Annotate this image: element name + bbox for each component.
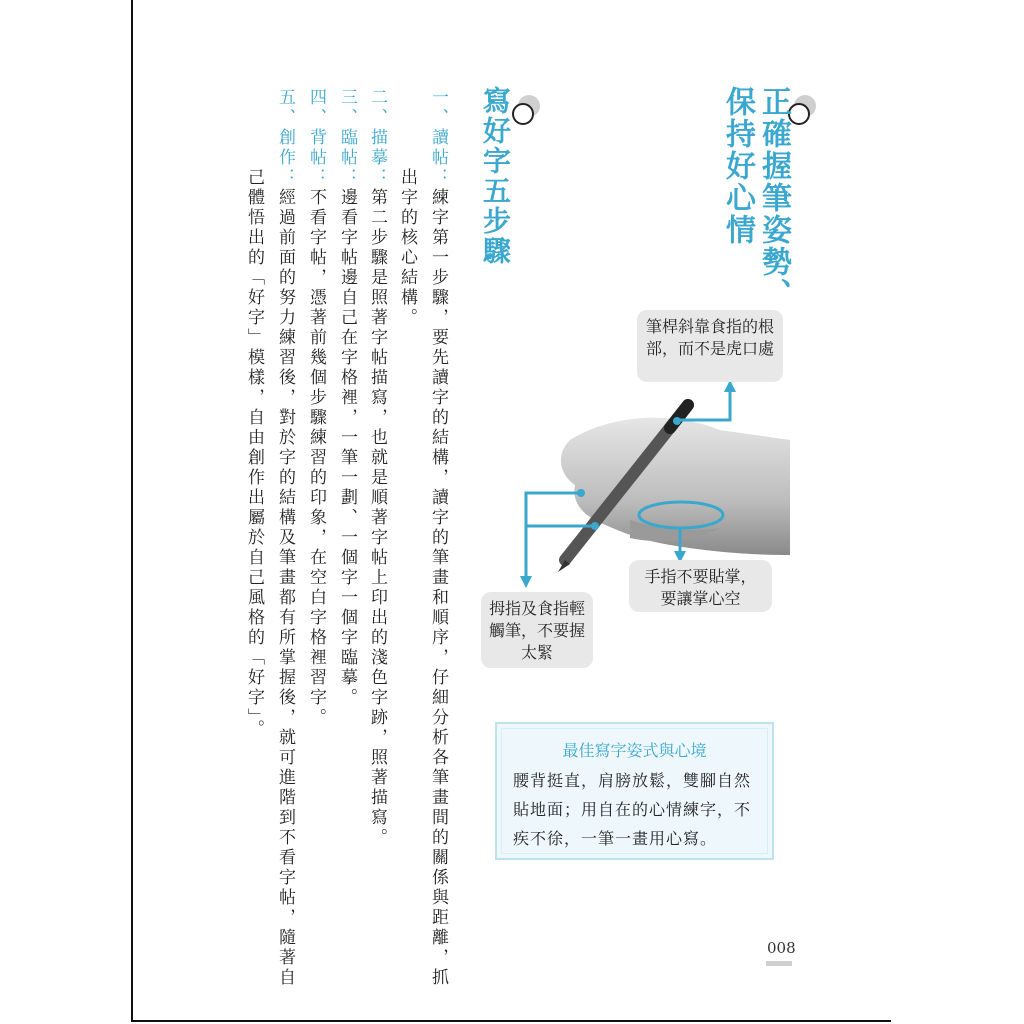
step-1-body: 練字第一步驟，要先讀字的結構，讀字的筆畫和順序，仔細分析各筆畫間的關係與距離，抓 [428, 188, 448, 988]
step-2-head: 二、描摹： [367, 88, 387, 188]
step-3-body: 邊看字帖邊自己在字格裡，一筆一劃、一個字一個字臨摹。 [337, 188, 357, 708]
step-4-head: 四、背帖： [306, 88, 326, 188]
tip-title: 最佳寫字姿式與心境 [562, 741, 707, 760]
step-2-body: 第二步驟是照著字帖描寫，也就是順著字帖上印出的淺色字跡，照著描寫。 [367, 188, 387, 848]
tip-body: 腰背挺直，肩膀放鬆，雙腳自然貼地面；用自在的心情練字，不疾不徐，一筆一畫用心寫。 [513, 771, 752, 848]
step-1-continued: 出字的核心結構。 [397, 168, 417, 328]
step-5-head: 五、創作： [275, 88, 295, 188]
step-4-body: 不看字帖，憑著前幾個步驟練習的印象，在空白字格裡習字。 [306, 188, 326, 728]
callout-pen-rest: 筆桿斜靠食指的根部，而不是虎口處 [637, 310, 783, 382]
main-title-line-1: 正確握筆姿勢、 [756, 86, 791, 310]
step-5-body: 經過前面的努力練習後，對於字的結構及筆畫都有所掌握後，就可進階到不看字帖，隨著自 [275, 188, 295, 988]
page-number: 008 [767, 939, 796, 957]
page-number-bar [766, 961, 792, 966]
tip-box [495, 722, 774, 860]
callout-palm: 手指不要貼掌，要讓掌心空 [629, 560, 772, 612]
step-1-head: 一、讀帖： [428, 88, 448, 188]
callout-grip: 拇指及食指輕觸筆，不要握太緊 [481, 592, 593, 668]
step-3-head: 三、臨帖： [337, 88, 357, 188]
step-5-continued: 己體悟出的「好字」模樣，自由創作出屬於自己風格的「好字」。 [244, 168, 264, 740]
main-title-line-2: 保持好心情 [720, 86, 755, 246]
section-title: 寫好字五步驟 [479, 86, 512, 266]
